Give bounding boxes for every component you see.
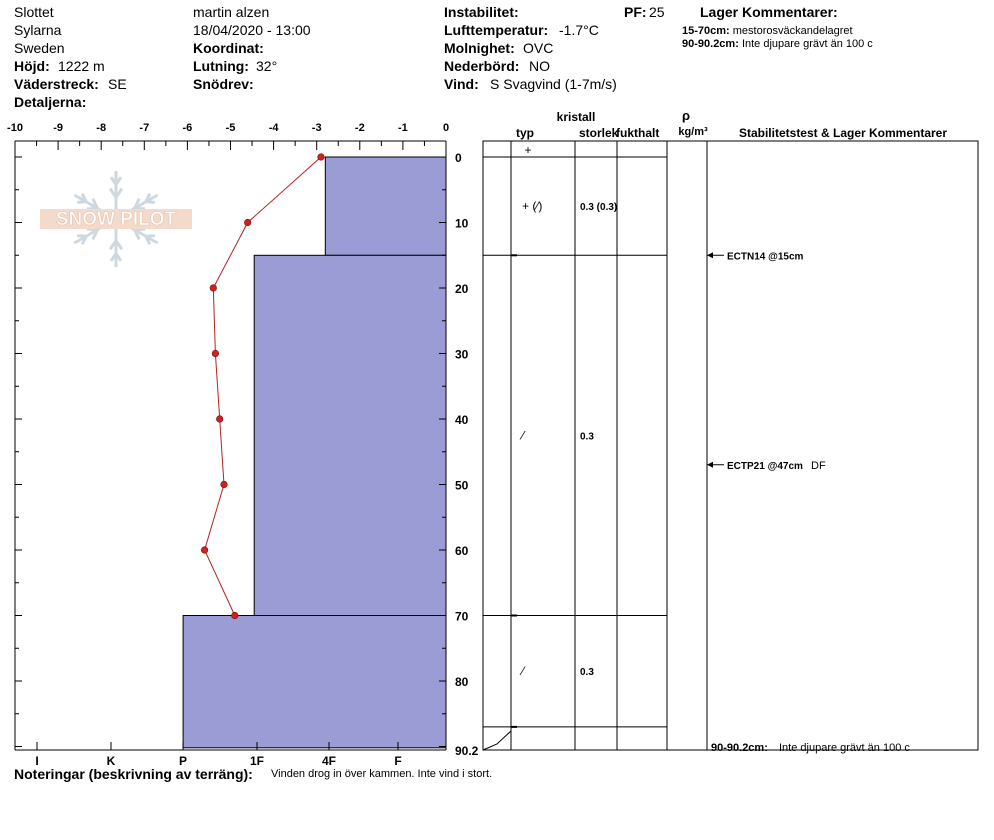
aspect-label: Väderstreck: bbox=[14, 76, 99, 92]
header-density: kg/m³ bbox=[678, 126, 708, 138]
temp-tick-label: -2 bbox=[354, 122, 365, 134]
layer-crystal-type-2: ⁄ bbox=[522, 428, 525, 443]
header-type: typ bbox=[516, 126, 534, 140]
header-crystal: kristall bbox=[556, 110, 596, 124]
temperature-point bbox=[201, 547, 208, 554]
airtemp-value: -1.7°C bbox=[559, 22, 599, 38]
temp-tick-label: -8 bbox=[96, 122, 107, 134]
slope-value: 32° bbox=[256, 58, 278, 74]
header-moisture: fukthalt bbox=[616, 126, 660, 140]
layer-grain-size-1: 0.3 (0.3) bbox=[580, 202, 618, 214]
elevation-value: 1222 m bbox=[58, 58, 105, 74]
temp-tick-label: -9 bbox=[53, 122, 63, 134]
drift-label: Snödrev: bbox=[193, 76, 254, 92]
hardness-tick-label: I bbox=[35, 754, 39, 768]
layer-crystal-type-3: ⁄ bbox=[522, 664, 525, 679]
layer-comments-label: Lager Kommentarer: bbox=[700, 4, 838, 20]
hardness-tick-label: P bbox=[178, 754, 188, 768]
depth-tick-label: 20 bbox=[455, 282, 469, 296]
bottom-comment-text: Inte djupare grävt än 100 c bbox=[779, 742, 910, 754]
elevation-label: Höjd: bbox=[14, 58, 50, 74]
layer-table bbox=[483, 108, 978, 754]
layer-crystal-type-1: + (⁄) bbox=[522, 199, 543, 214]
temp-tick-label: -4 bbox=[268, 122, 279, 134]
hardness-tick-label: K bbox=[106, 754, 116, 768]
temp-tick-label: -3 bbox=[311, 122, 322, 134]
snowflake-branch bbox=[146, 236, 155, 237]
bottom-comment-range: 90-90.2cm: bbox=[711, 742, 768, 754]
depth-bottom-label: 90.2 bbox=[455, 744, 479, 758]
observer-name: martin alzen bbox=[193, 4, 270, 20]
temperature-point bbox=[210, 285, 217, 292]
depth-tick-label: 70 bbox=[455, 609, 469, 624]
hardness-tick-label: F bbox=[394, 754, 402, 768]
hardness-layer-2 bbox=[254, 255, 446, 615]
hardness-tick-label: 4F bbox=[321, 754, 337, 768]
instability-label: Instabilitet: bbox=[444, 4, 519, 20]
precip-value: NO bbox=[529, 58, 550, 74]
layer-comment-1-text: mestorosväckandelagret bbox=[732, 25, 853, 37]
precip-label: Nederbörd: bbox=[444, 58, 520, 74]
depth-tick-label: 0 bbox=[455, 151, 462, 165]
test-arrow-head-2 bbox=[707, 462, 713, 468]
stability-frame bbox=[707, 141, 978, 750]
test-arrow-head-1 bbox=[707, 252, 713, 258]
layer-table-frame bbox=[483, 141, 707, 750]
notes-text: Vinden drog in över kammen. Inte vind i stort. bbox=[271, 768, 493, 780]
snowpilot-logo bbox=[40, 171, 192, 267]
depth-tick-label: 40 bbox=[455, 413, 469, 427]
location-name: Slottet bbox=[14, 4, 54, 20]
pf-label: PF: bbox=[624, 4, 647, 20]
depth-tick-label: 60 bbox=[455, 544, 469, 558]
stability-test-2: ECTP21 @47cm bbox=[727, 460, 803, 472]
coordinate-label: Koordinat: bbox=[193, 40, 264, 56]
layer-comment-2-text: Inte djupare grävt än 100 c bbox=[741, 38, 873, 50]
hardness-tick-label: 1F bbox=[249, 754, 265, 768]
hardness-layer-3 bbox=[183, 616, 446, 748]
logo-text: SNOW PILOT bbox=[55, 209, 177, 230]
details-label: Detaljerna: bbox=[14, 94, 87, 110]
layer-grain-size-2: 0.3 bbox=[580, 431, 594, 443]
temperature-point bbox=[216, 416, 223, 423]
stability-test-extra-2: DF bbox=[811, 459, 826, 472]
temp-tick-label: 0 bbox=[442, 122, 450, 134]
temperature-point bbox=[318, 154, 325, 161]
temp-tick-label: -7 bbox=[139, 122, 150, 134]
header-size: storlek bbox=[579, 126, 619, 140]
sky-label: Molnighet: bbox=[444, 40, 515, 56]
aspect-value: SE bbox=[108, 76, 127, 92]
snowflake-branch bbox=[77, 202, 86, 203]
temp-tick-label: -10 bbox=[7, 122, 23, 134]
wind-label: Vind: bbox=[444, 76, 479, 92]
layer-comment-2-range: 90-90.2cm: bbox=[682, 38, 739, 50]
notes-label: Noteringar (beskrivning av terräng): bbox=[14, 766, 253, 782]
depth-tick-label: 80 bbox=[455, 675, 469, 689]
airtemp-label: Lufttemperatur: bbox=[444, 22, 549, 38]
layer-surface-marker: + bbox=[524, 143, 532, 157]
observation-datetime: 18/04/2020 - 13:00 bbox=[193, 22, 311, 38]
temp-tick-label: -6 bbox=[182, 122, 193, 134]
depth-tick-label: 50 bbox=[455, 478, 469, 493]
temperature-point bbox=[212, 350, 219, 357]
header-rho: ρ bbox=[681, 108, 691, 123]
layer-grain-size-3: 0.3 bbox=[580, 667, 594, 679]
layer-comment-1-range: 15-70cm: bbox=[682, 25, 730, 37]
pf-value: 25 bbox=[649, 4, 665, 20]
sky-value: OVC bbox=[523, 40, 554, 56]
temperature-point bbox=[244, 219, 251, 226]
country-name: Sweden bbox=[14, 40, 65, 56]
temperature-point bbox=[232, 612, 239, 619]
stability-test-1: ECTN14 @15cm bbox=[727, 251, 804, 263]
wind-value: S Svagvind (1-7m/s) bbox=[490, 76, 617, 92]
depth-tick-label: 10 bbox=[455, 216, 469, 231]
hardness-layers bbox=[183, 157, 446, 748]
range-name: Sylarna bbox=[14, 22, 62, 38]
bottom-slope-line bbox=[483, 731, 511, 750]
hardness-layer-1 bbox=[325, 157, 446, 255]
temp-tick-label: -5 bbox=[225, 122, 236, 134]
temp-tick-label: -1 bbox=[398, 122, 408, 134]
depth-tick-label: 30 bbox=[455, 347, 469, 362]
header-stability: Stabilitetstest & Lager Kommentarer bbox=[738, 126, 948, 140]
temperature-point bbox=[221, 481, 228, 488]
slope-label: Lutning: bbox=[193, 58, 249, 74]
